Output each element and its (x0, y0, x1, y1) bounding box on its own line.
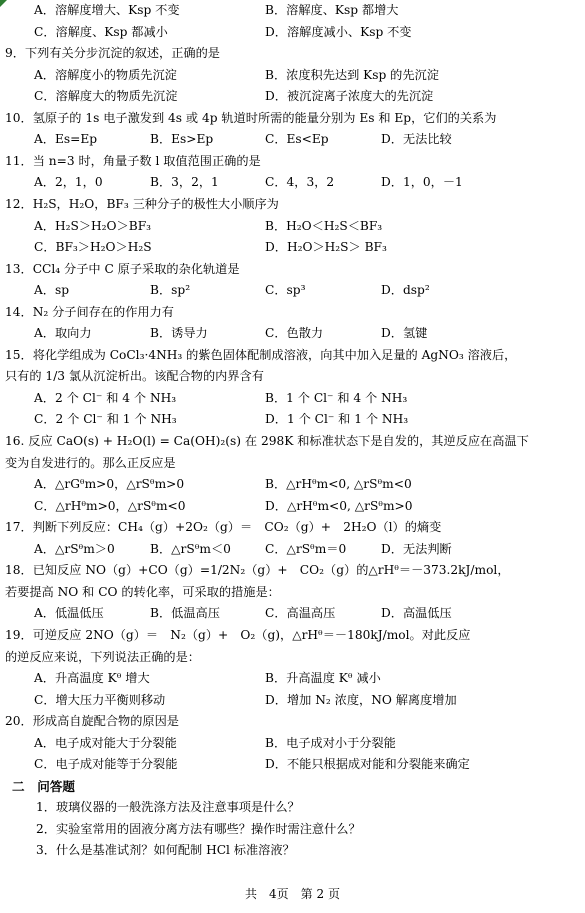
page-footer: 共 4页 第 2 页 (245, 887, 340, 901)
question-stem (0, 560, 585, 581)
answer-option: B．H₂O＜H₂S＜BF₃ (265, 218, 383, 233)
option-row (0, 129, 585, 150)
question-text: 15．将化学组成为 CoCl₃·4NH₃ 的紫色固体配制成溶液，向其中加入足量的 AgNO₃ 溶液后， (5, 347, 517, 362)
question-stem (0, 108, 585, 129)
answer-option: A．H₂S＞H₂O＞BF₃ (34, 218, 152, 233)
answer-option: B．电子成对小于分裂能 (265, 735, 396, 750)
essay-question (0, 797, 585, 818)
option-row (0, 496, 585, 517)
answer-option: A．2 个 Cl⁻ 和 4 个 NH₃ (34, 390, 177, 405)
essay-question-text: 3．什么是基准试剂？如何配制 HCl 标准溶液？ (36, 843, 295, 858)
answer-option: D．1 个 Cl⁻ 和 1 个 NH₃ (265, 412, 409, 427)
answer-option: C．2 个 Cl⁻ 和 1 个 NH₃ (34, 412, 177, 427)
answer-option: B．1 个 Cl⁻ 和 4 个 NH₃ (265, 390, 408, 405)
option-row (0, 754, 585, 775)
answer-option: D．无法判断 (381, 541, 452, 556)
question-stem (0, 366, 585, 387)
option-row (0, 65, 585, 86)
section-title: 二 问答题 (12, 778, 75, 794)
question-stem (0, 194, 585, 215)
option-row (0, 539, 585, 560)
question-stem (0, 43, 585, 64)
answer-option: D．dsp² (381, 283, 430, 298)
answer-option: D．高温低压 (381, 606, 452, 621)
answer-option: A．sp (34, 283, 70, 298)
answer-option: C．增大压力平衡则移动 (34, 692, 166, 707)
answer-option: B．低温高压 (150, 606, 220, 621)
answer-option: A．升高温度 Kᶿ 增大 (34, 671, 150, 686)
answer-option: C．Es<Ep (265, 132, 329, 147)
answer-option: A．2，1，0 (34, 175, 103, 190)
question-stem (0, 647, 585, 668)
question-text: 9．下列有关分步沉淀的叙述，正确的是 (5, 46, 220, 61)
option-row (0, 280, 585, 301)
answer-option: D．被沉淀离子浓度大的先沉淀 (265, 89, 434, 104)
option-row (0, 237, 585, 258)
answer-option: B．Es>Ep (150, 132, 214, 147)
answer-option: C．△rHᶿm>0，△rSᶿm<0 (34, 498, 186, 513)
question-text: 变为自发进行的。那么正反应是 (5, 455, 176, 470)
answer-option: D．1，0，－1 (381, 175, 463, 190)
option-row (0, 733, 585, 754)
answer-option: C．高温高压 (265, 606, 336, 621)
question-stem (0, 453, 585, 474)
question-text: 的逆反应来说，下列说法正确的是： (5, 649, 200, 664)
answer-option: C．电子成对能等于分裂能 (34, 757, 178, 772)
answer-option: A．溶解度小的物质先沉淀 (34, 67, 177, 82)
answer-option: B．△rHᶿm<0, △rSᶿm<0 (265, 477, 412, 492)
option-row (0, 22, 585, 43)
answer-option: A．△rSᶿm＞0 (34, 541, 115, 556)
question-stem (0, 431, 585, 452)
option-row (0, 690, 585, 711)
answer-option: B．溶解度、Ksp 都增大 (265, 3, 399, 17)
answer-option: C．△rSᶿm＝0 (265, 541, 347, 556)
question-stem (0, 259, 585, 280)
answer-option: B．sp² (150, 283, 191, 298)
question-stem (0, 302, 585, 323)
question-stem (0, 517, 585, 538)
question-text: 10．氢原子的 1s 电子激发到 4s 或 4p 轨道时所需的能量分别为 Es 和 Ep，它们的关系为 (5, 110, 497, 125)
answer-option: C．BF₃＞H₂O＞H₂S (34, 240, 152, 255)
answer-option: C．4，3，2 (265, 175, 335, 190)
essay-question-text: 1．玻璃仪器的一般洗涤方法及注意事项是什么？ (36, 800, 300, 815)
question-stem (0, 151, 585, 172)
answer-option: B．△rSᶿm＜0 (150, 541, 231, 556)
question-text: 若要提高 NO 和 CO 的转化率，可采取的措施是： (5, 584, 280, 599)
option-row (0, 388, 585, 409)
answer-option: A．电子成对能大于分裂能 (34, 735, 177, 750)
answer-option: A．溶解度增大、Ksp 不变 (34, 3, 180, 17)
answer-option: B．3，2，1 (150, 175, 219, 190)
answer-option: D．H₂O＞H₂S＞ BF₃ (265, 240, 387, 255)
question-text: 17．判断下列反应：CH₄（g）+2O₂（g）＝ CO₂（g）+ 2H₂O（l）的熵变 (5, 520, 442, 535)
answer-option: B．浓度积先达到 Ksp 的先沉淀 (265, 67, 439, 82)
answer-option: C．色散力 (265, 326, 324, 341)
question-text: 16. 反应 CaO(s) + H₂O(l) = Ca(OH)₂(s) 在 298K 和标准状态下是自发的，其逆反应在高温下 (5, 434, 529, 448)
essay-question-text: 2．实验室常用的固液分离方法有哪些？操作时需注意什么？ (36, 821, 361, 836)
answer-option: A．低温低压 (34, 606, 104, 621)
answer-option: D．△rHᶿm<0, △rSᶿm>0 (265, 498, 413, 513)
question-stem (0, 711, 585, 732)
answer-option: D．氢键 (381, 326, 428, 341)
option-row (0, 172, 585, 193)
question-text: 12．H₂S，H₂O，BF₃ 三种分子的极性大小顺序为 (5, 196, 279, 211)
question-stem (0, 582, 585, 603)
answer-option: A．Es=Ep (34, 132, 98, 147)
option-row (0, 86, 585, 107)
option-row (0, 323, 585, 344)
answer-option: A．取向力 (34, 326, 92, 341)
question-text: 20．形成高自旋配合物的原因是 (5, 714, 179, 729)
option-row (0, 409, 585, 430)
answer-option: B．诱导力 (150, 326, 208, 341)
answer-option: A．△rGᶿm>0，△rSᶿm>0 (34, 477, 185, 492)
answer-option: C．溶解度、Ksp 都减小 (34, 24, 168, 39)
option-row (0, 603, 585, 624)
option-row (0, 0, 585, 21)
option-row (0, 216, 585, 237)
answer-option: D．无法比较 (381, 132, 452, 147)
question-stem (0, 345, 585, 366)
option-row (0, 474, 585, 495)
answer-option: D．不能只根据成对能和分裂能来确定 (265, 757, 470, 772)
question-stem (0, 625, 585, 646)
answer-option: B．升高温度 Kᶿ 减小 (265, 671, 381, 686)
question-text: 只有的 1/3 氯从沉淀析出。该配合物的内界含有 (5, 369, 264, 384)
section-heading (0, 776, 585, 797)
question-text: 18．已知反应 NO（g）+CO（g）=1/2N₂（g）+ CO₂（g）的△rHᶿ＝－373.2kJ/mol， (5, 563, 510, 578)
answer-option: D．增加 N₂ 浓度，NO 解离度增加 (265, 692, 457, 707)
question-text: 13．CCl₄ 分子中 C 原子采取的杂化轨道是 (5, 261, 240, 276)
question-text: 19．可逆反应 2NO（g）＝ N₂（g）+ O₂（g)，△rHᶿ＝－180kJ/mol。对此反应 (5, 627, 471, 642)
question-text: 11．当 n=3 时，角量子数 l 取值范围正确的是 (5, 153, 261, 168)
essay-question (0, 840, 585, 861)
answer-option: C．sp³ (265, 283, 306, 298)
answer-option: D．溶解度减小、Ksp 不变 (265, 24, 412, 39)
option-row (0, 668, 585, 689)
essay-question (0, 819, 585, 840)
question-text: 14．N₂ 分子间存在的作用力有 (5, 304, 174, 319)
answer-option: C．溶解度大的物质先沉淀 (34, 89, 178, 104)
